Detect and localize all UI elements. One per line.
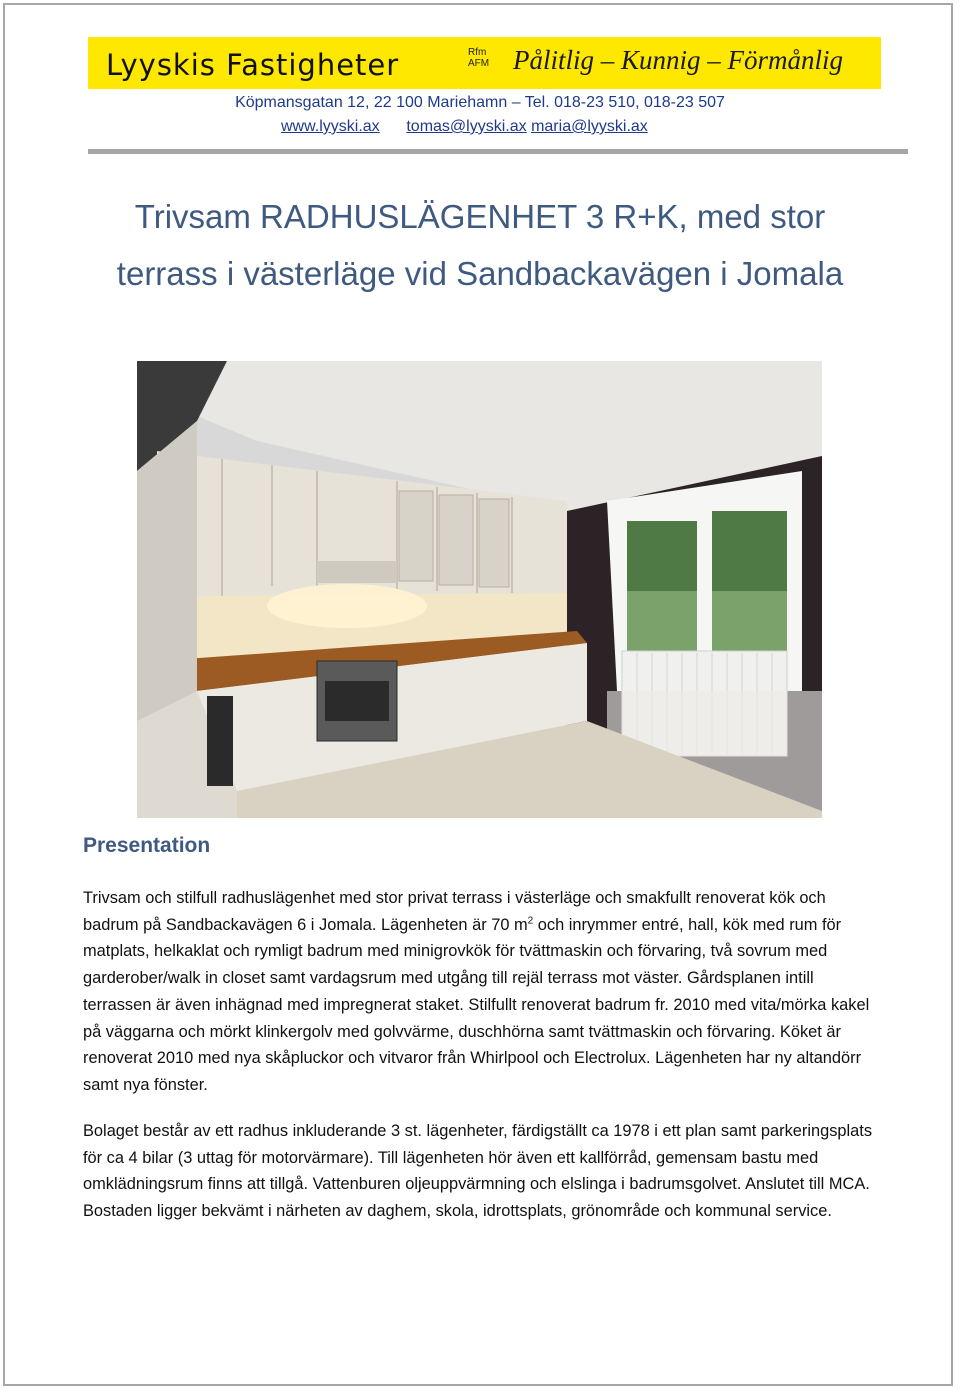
email-link-tomas[interactable]: tomas@lyyski.ax xyxy=(406,118,527,135)
logo-banner xyxy=(88,37,881,89)
header-divider xyxy=(88,149,908,154)
title-line-2: terrass i västerläge vid Sandbackavägen i Jomala xyxy=(116,255,844,292)
rfm-afm-mark: Rfm AFM xyxy=(468,47,490,69)
listing-title xyxy=(0,188,960,302)
kitchen-photo xyxy=(137,361,822,818)
email-link-maria[interactable]: maria@lyyski.ax xyxy=(531,118,648,135)
superscript-2: 2 xyxy=(527,915,534,927)
contact-address: Köpmansgatan 12, 22 100 Mariehamn – Tel. 018-23 510, 018-23 507 xyxy=(235,94,725,111)
contact-links xyxy=(281,118,648,136)
brand-logo: Lyyskis Fastigheter xyxy=(106,48,400,82)
section-heading: Presentation xyxy=(83,834,211,857)
presentation-paragraph-1: Trivsam och stilfull radhuslägenhet med stor privat terrass i västerläge och smakfullt renoverat kök och badrum på Sandbackavägen 6 i Jomala. Lägenheten är 70 $m^2$ och inrymmer entré, hall, kök med rum för matplats, helkaklat och rymligt badrum med minigrovkök för tvättmaskin och förvaring, två sovrum med garderober/walk in closet samt vardagsrum med utgång till rejäl terrass mot väster. Gårdsplanen intill terrassen är även inhägnad med impregnerat staket. Stilfullt renoverat badrum fr. 2010 med vita/mörka kakel på väggarna och mörkt klinkergolv med golvvärme, duschhörna samt tvättmaskin och förvaring. Köket är renoverat 2010 med nya skåpluckor och vitvaror från Whirlpool och Electrolux. Lägenheten har ny altandörr samt nya fönster. xyxy=(83,889,870,1094)
slogan: Pålitlig – Kunnig – Förmånlig xyxy=(513,45,844,75)
title-line-1: Trivsam RADHUSLÄGENHET 3 R+K, med stor xyxy=(134,198,826,235)
website-link[interactable]: www.lyyski.ax xyxy=(281,118,380,135)
presentation-paragraph-2: Bolaget består av ett radhus inkluderande 3 st. lägenheter, färdigställt ca 1978 i ett plan samt parkeringsplats för ca 4 bilar (3 uttag för motorvärmare). Till lägenheten hör även ett kallförråd, gemensam bastu med omklädningsrum finns att tillgå. Vattenburen oljeuppvärmning och elslinga i badrumsgolvet. Anslutet till MCA. Bostaden ligger bekvämt i närheten av daghem, skola, idrottsplats, grönområde och kommunal service. xyxy=(83,1122,873,1221)
